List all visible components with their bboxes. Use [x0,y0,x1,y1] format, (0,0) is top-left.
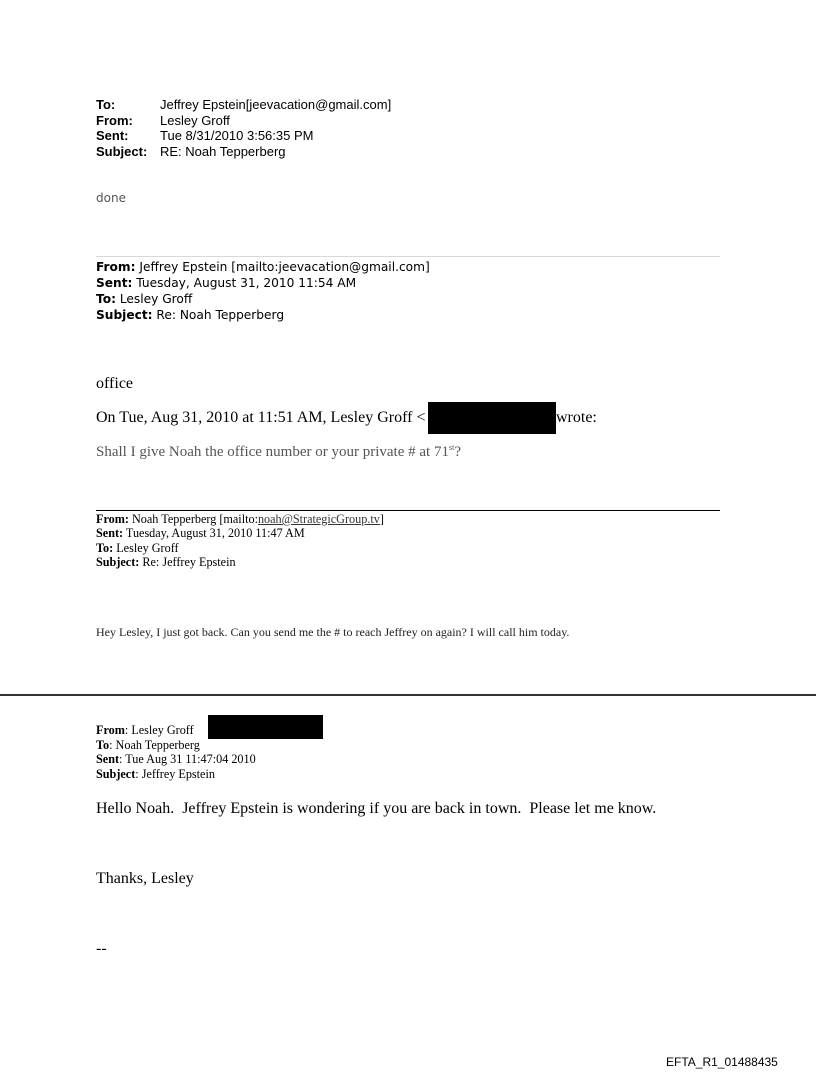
header-sent-row [96,275,430,291]
from-label: From: [96,512,129,526]
quoted-text-end: ? [454,444,461,460]
signoff: Thanks, Lesley [96,870,194,887]
signature-dashes: -- [96,940,107,957]
from-value-end: ] [379,512,384,526]
subject-value: Re: Jeffrey Epstein [142,555,236,570]
header-subject-row [96,144,391,160]
email-body-3: Hey Lesley, I just got back. Can you send me the # to reach Jeffrey on again? I will call him today. [96,625,570,639]
from-value: Jeffrey Epstein [mailto:jeevacation@gmail.com] [139,260,430,274]
sent-label: Sent: [96,128,129,143]
sent-label: Sent: [96,276,133,290]
header-to-row [96,738,256,753]
sent-value: Tuesday, August 31, 2010 11:54 AM [136,276,357,290]
separator-3 [0,694,816,696]
header-from-row [96,113,391,129]
subject-value: RE: Noah Tepperberg [160,143,286,159]
subject-label: Subject: [96,308,153,322]
quote-intro-end [556,409,597,427]
from-label: From: [96,112,133,128]
sent-value: Tue 8/31/2010 3:56:35 PM [160,128,314,143]
quote-intro-wrote: wrote: [556,409,597,426]
header-subject-row [96,307,430,323]
from-label: From [96,723,125,737]
from-value: : Lesley Groff [124,723,194,737]
document-id: EFTA_R1_01488435 [666,1055,778,1069]
subject-label: Subject: [96,555,140,570]
from-value: Lesley Groff [160,112,230,128]
header-subject-row [96,767,256,782]
quoted-text-sup: st [448,443,455,452]
to-label: To: [96,292,116,306]
to-value: : Noah Tepperberg [109,737,200,752]
to-label: To: [96,97,116,112]
email-body-2: office [96,375,134,392]
header-sent-row [96,526,384,540]
email-header-1 [96,97,391,159]
subject-value: Re: Noah Tepperberg [156,308,285,322]
to-label: To: [96,540,114,555]
header-sent-row [96,752,256,767]
header-to-row [96,291,430,307]
sent-label: Sent [96,752,120,767]
email-header-2 [96,259,430,323]
redaction-box [428,402,556,434]
subject-value: : Jeffrey Epstein [135,766,215,781]
subject-label: Subject: [96,143,148,159]
from-value: Noah Tepperberg [mailto: [132,512,258,526]
sent-label: Sent: [96,526,124,541]
to-label: To [96,737,110,752]
header-from-row [96,512,384,526]
email-body-4: Hello Noah. Jeffrey Epstein is wondering if you are back in town. Please let me know. [96,800,657,817]
subject-label: Subject [96,766,136,781]
to-value: Lesley Groff [119,292,193,306]
header-from-row [96,259,430,275]
quote-intro [96,409,425,427]
to-value: Lesley Groff [116,540,179,555]
header-sent-row [96,128,391,144]
header-to-row [96,97,391,113]
redaction-box [208,715,323,739]
to-value: Jeffrey Epstein[jeevacation@gmail.com] [160,97,392,112]
email-link[interactable]: noah@StrategicGroup.tv [257,512,380,526]
email-body-1: done [96,191,126,205]
quote-intro-text: On Tue, Aug 31, 2010 at 11:51 AM, Lesley Groff < [96,409,426,426]
email-header-3 [96,512,384,570]
quoted-text [96,443,461,461]
from-label: From: [96,260,136,274]
quoted-text-main: Shall I give Noah the office number or your private # at 71 [96,444,449,460]
sent-value: : Tue Aug 31 11:47:04 2010 [119,752,256,767]
separator-2 [96,510,720,511]
header-subject-row [96,555,384,569]
sent-value: Tuesday, August 31, 2010 11:47 AM [125,526,305,541]
header-to-row [96,541,384,555]
separator-1 [96,256,720,257]
